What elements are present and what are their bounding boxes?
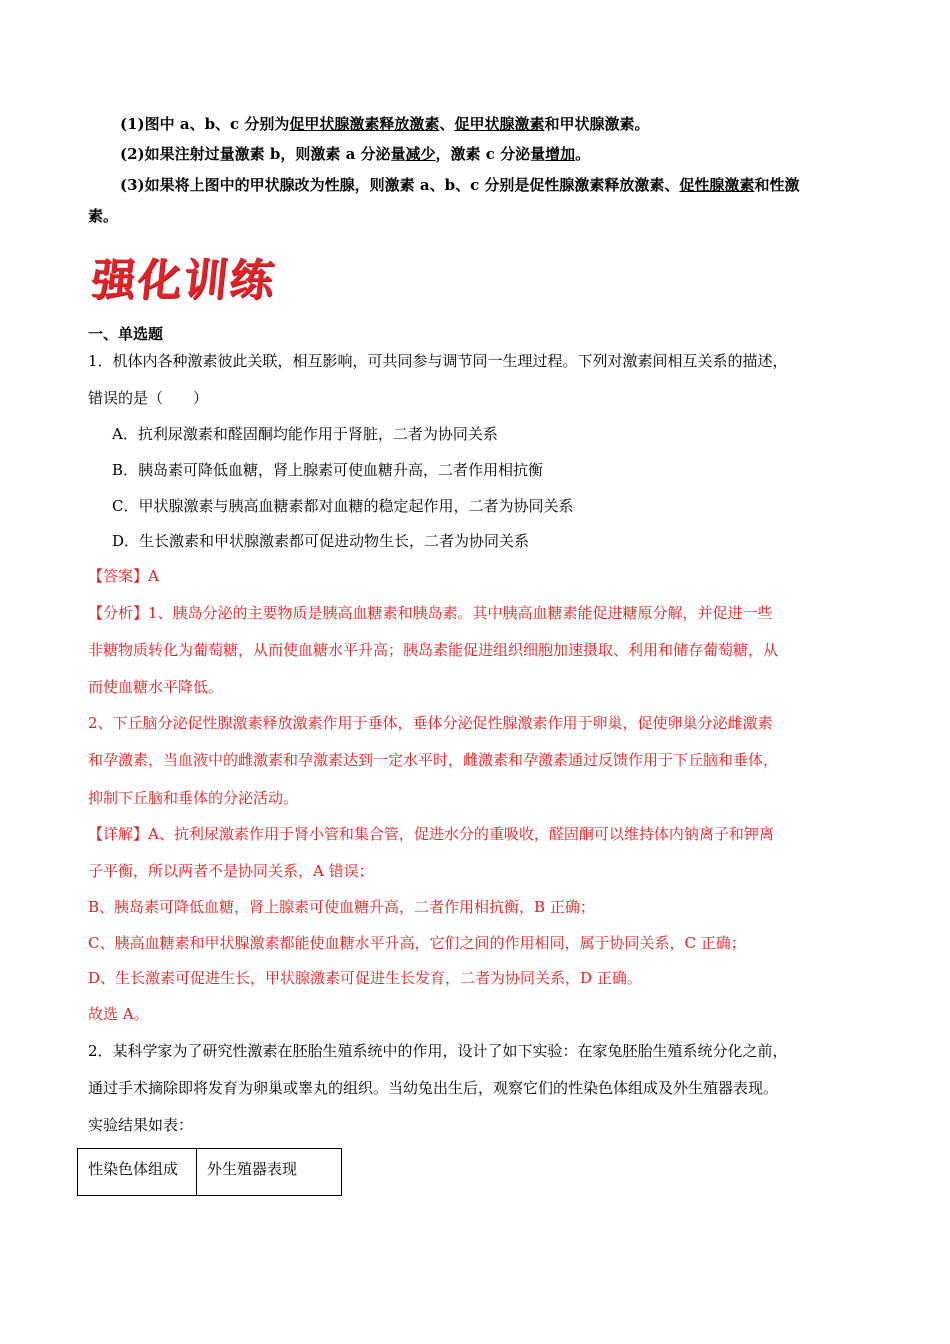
table-header-cell: 外生殖器表现 <box>197 1149 342 1196</box>
analysis-line: 而使血糖水平降低。 <box>88 678 224 696</box>
option-a: A．抗利尿激素和醛固酮均能作用于肾脏，二者为协同关系 <box>112 425 498 443</box>
analysis-line: 和孕激素，当血液中的雌激素和孕激素达到一定水平时，雌激素和孕激素通过反馈作用于下丘脑和垂体， <box>88 751 779 769</box>
question-1-stem: 1．机体内各种激素彼此关联，相互影响，可共同参与调节同一生理过程。下列对激素间相互关系的描述， <box>88 352 788 370</box>
answer-line-3-cont: 素。 <box>88 207 119 225</box>
table-row <box>78 1149 342 1196</box>
answer-text: 、 <box>439 115 455 133</box>
detail-line: B、胰岛素可降低血糖，肾上腺素可使血糖升高，二者作用相抗衡，B 正确； <box>88 898 595 916</box>
underlined-answer: 促甲状腺激素释放激素 <box>289 115 440 133</box>
option-c: C．甲状腺激素与胰高血糖素都对血糖的稳定起作用，二者为协同关系 <box>112 497 574 515</box>
detail-line: C、胰高血糖素和甲状腺激素都能使血糖水平升高，它们之间的作用相同，属于协同关系，C 正确； <box>88 934 746 952</box>
answer-text: 和性激 <box>754 176 800 194</box>
answer-text: (2)如果注射过量激素 b，则激素 a 分泌量 <box>120 145 406 163</box>
answer-text: (1)图中 a、b、c 分别为 <box>120 115 290 133</box>
results-table <box>77 1148 342 1196</box>
option-b: B．胰岛素可降低血糖，肾上腺素可使血糖升高，二者作用相抗衡 <box>112 461 544 479</box>
underlined-answer: 促甲状腺激素 <box>454 115 545 133</box>
underlined-answer: 促性腺激素 <box>679 176 755 194</box>
answer-line-3 <box>120 167 799 204</box>
analysis-line: 【分析】1、胰岛分泌的主要物质是胰高血糖素和胰岛素。其中胰高血糖素能促进糖原分解，并促进一些 <box>88 604 773 622</box>
question-2-stem: 实验结果如表： <box>88 1116 194 1134</box>
question-2-stem: 2．某科学家为了研究性激素在胚胎生殖系统中的作用，设计了如下实验：在家兔胚胎生殖系统分化之前， <box>88 1042 788 1060</box>
analysis-line: 抑制下丘脑和垂体的分泌活动。 <box>88 789 299 807</box>
answer-text: 和甲状腺激素。 <box>544 115 650 133</box>
detail-line: 子平衡，所以两者不是协同关系，A 错误； <box>88 862 374 880</box>
section-heading: 一、单选题 <box>88 325 164 343</box>
analysis-line: 2、下丘脑分泌促性腺激素释放激素作用于垂体，垂体分泌促性腺激素作用于卵巢，促使卵巢分泌雌激素 <box>88 714 773 732</box>
table-header-cell: 性染色体组成 <box>78 1149 197 1196</box>
detail-line: 故选 A。 <box>88 1005 149 1023</box>
analysis-line: 非糖物质转化为葡萄糖，从而使血糖水平升高；胰岛素能促进组织细胞加速摄取、利用和储存葡萄糖，从 <box>88 641 779 659</box>
answer-label: 【答案】A <box>88 567 159 585</box>
underlined-answer: 增加 <box>545 145 576 163</box>
detail-line: D、生长激素可促进生长，甲状腺激素可促进生长发育，二者为协同关系，D 正确。 <box>88 969 642 987</box>
option-d: D．生长激素和甲状腺激素都可促进动物生长，二者为协同关系 <box>112 532 530 550</box>
detail-line: 【详解】A、抗利尿激素作用于肾小管和集合管，促进水分的重吸收，醛固酮可以维持体内钠离子和钾离 <box>88 825 774 843</box>
underlined-answer: 减少 <box>405 145 436 163</box>
answer-text: 。 <box>575 145 591 163</box>
question-1-stem-cont: 错误的是（ ） <box>88 389 209 407</box>
question-2-stem: 通过手术摘除即将发育为卵巢或睾丸的组织。当幼兔出生后，观察它们的性染色体组成及外生殖器表现。 <box>88 1079 779 1097</box>
answer-text: (3)如果将上图中的甲状腺改为性腺，则激素 a、b、c 分别是促性腺激素释放激素、 <box>120 176 680 194</box>
answer-text: ，激素 c 分泌量 <box>435 145 546 163</box>
section-banner: 强化训练 <box>88 255 279 306</box>
